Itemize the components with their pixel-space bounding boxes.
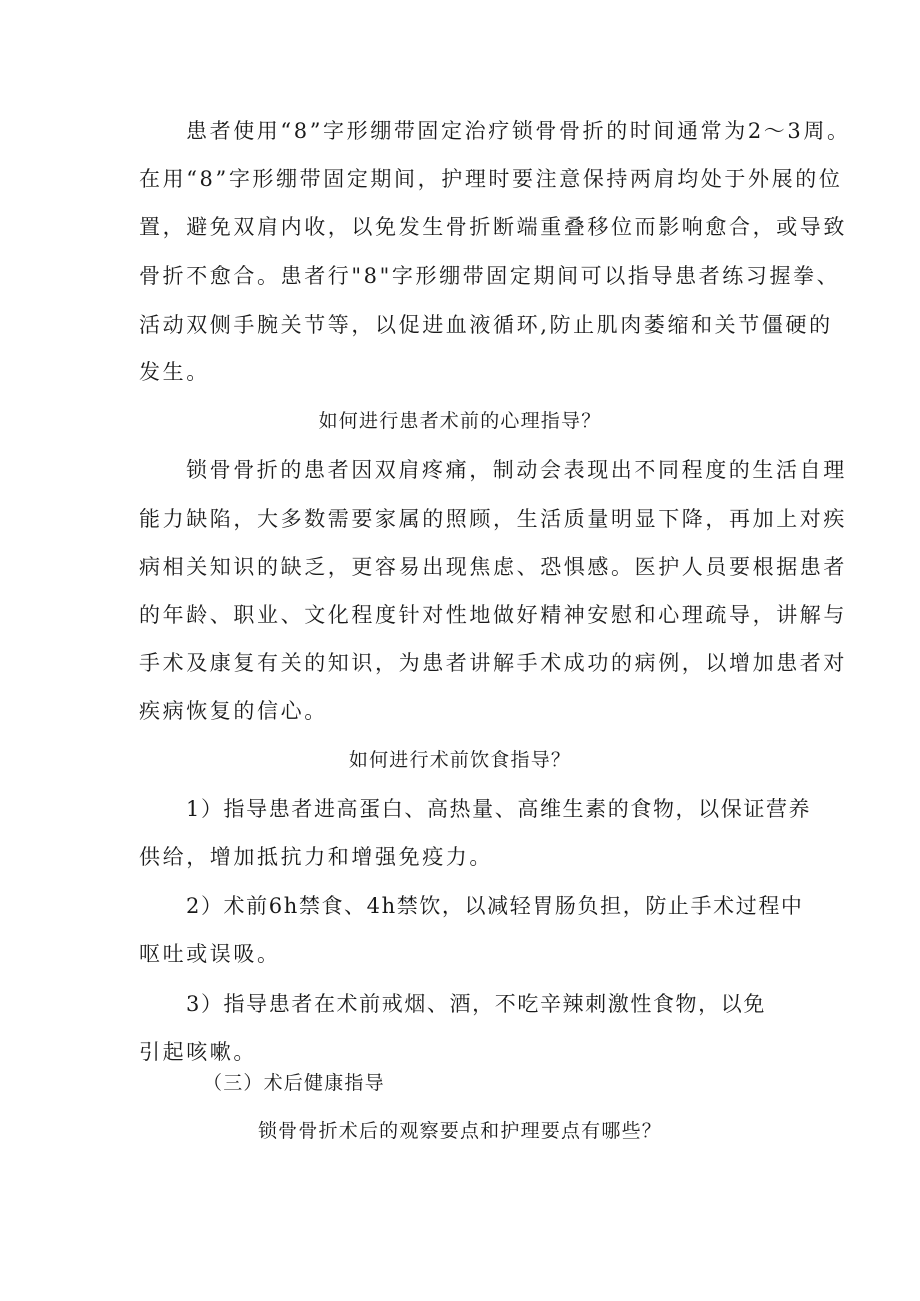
- paragraph1-line-5: 活动双侧手腕关节等，以促进血液循环,防止肌肉萎缩和关节僵硬的: [139, 313, 833, 337]
- section-postoperative-title: （三）术后健康指导: [203, 1072, 385, 1094]
- paragraph2-line-4: 的年龄、职业、文化程度针对性地做好精神安慰和心理疏导，讲解与: [139, 603, 847, 627]
- paragraph1-line-3: 置，避免双肩内收，以免发生骨折断端重叠移位而影响愈合，或导致: [139, 215, 847, 239]
- diet-item-3-line-2: 引起咳嗽。: [139, 1040, 257, 1064]
- paragraph1-line-2: 在用“8”字形绷带固定期间，护理时要注意保持两肩均处于外展的位: [139, 167, 843, 191]
- paragraph1-line-4: 骨折不愈合。患者行"8"字形绷带固定期间可以指导患者练习握拳、: [139, 264, 841, 288]
- diet-item-2-line-2: 呕吐或误吸。: [139, 942, 281, 966]
- diet-item-2-line-1: 2）术前6h禁食、4h禁饮，以减轻胃肠负担，防止手术过程中: [186, 894, 804, 918]
- heading-postoperative-observation: 锁骨骨折术后的观察要点和护理要点有哪些？: [257, 1120, 662, 1142]
- diet-item-1-line-1: 1）指导患者进高蛋白、高热量、高维生素的食物，以保证营养: [186, 797, 812, 821]
- paragraph1-line-1: 患者使用“8”字形绷带固定治疗锁骨骨折的时间通常为2～3周。: [186, 119, 851, 143]
- paragraph1-line-6: 发生。: [139, 360, 210, 384]
- paragraph2-line-2: 能力缺陷，大多数需要家属的照顾，生活质量明显下降，再加上对疾: [139, 507, 847, 531]
- paragraph2-line-3: 病相关知识的缺乏，更容易出现焦虑、恐惧感。医护人员要根据患者: [139, 555, 847, 579]
- paragraph2-line-5: 手术及康复有关的知识，为患者讲解手术成功的病例，以增加患者对: [139, 651, 847, 675]
- paragraph2-line-6: 疾病恢复的信心。: [139, 699, 328, 723]
- heading-diet-guidance: 如何进行术前饮食指导？: [348, 749, 572, 771]
- diet-item-1-line-2: 供给，增加抵抗力和增强免疫力。: [139, 845, 493, 869]
- diet-item-3-line-1: 3）指导患者在术前戒烟、酒，不吃辛辣刺激性食物，以免: [186, 992, 766, 1016]
- paragraph2-line-1: 锁骨骨折的患者因双肩疼痛，制动会表现出不同程度的生活自理: [186, 458, 847, 482]
- heading-psychological-guidance: 如何进行患者术前的心理指导？: [318, 410, 602, 432]
